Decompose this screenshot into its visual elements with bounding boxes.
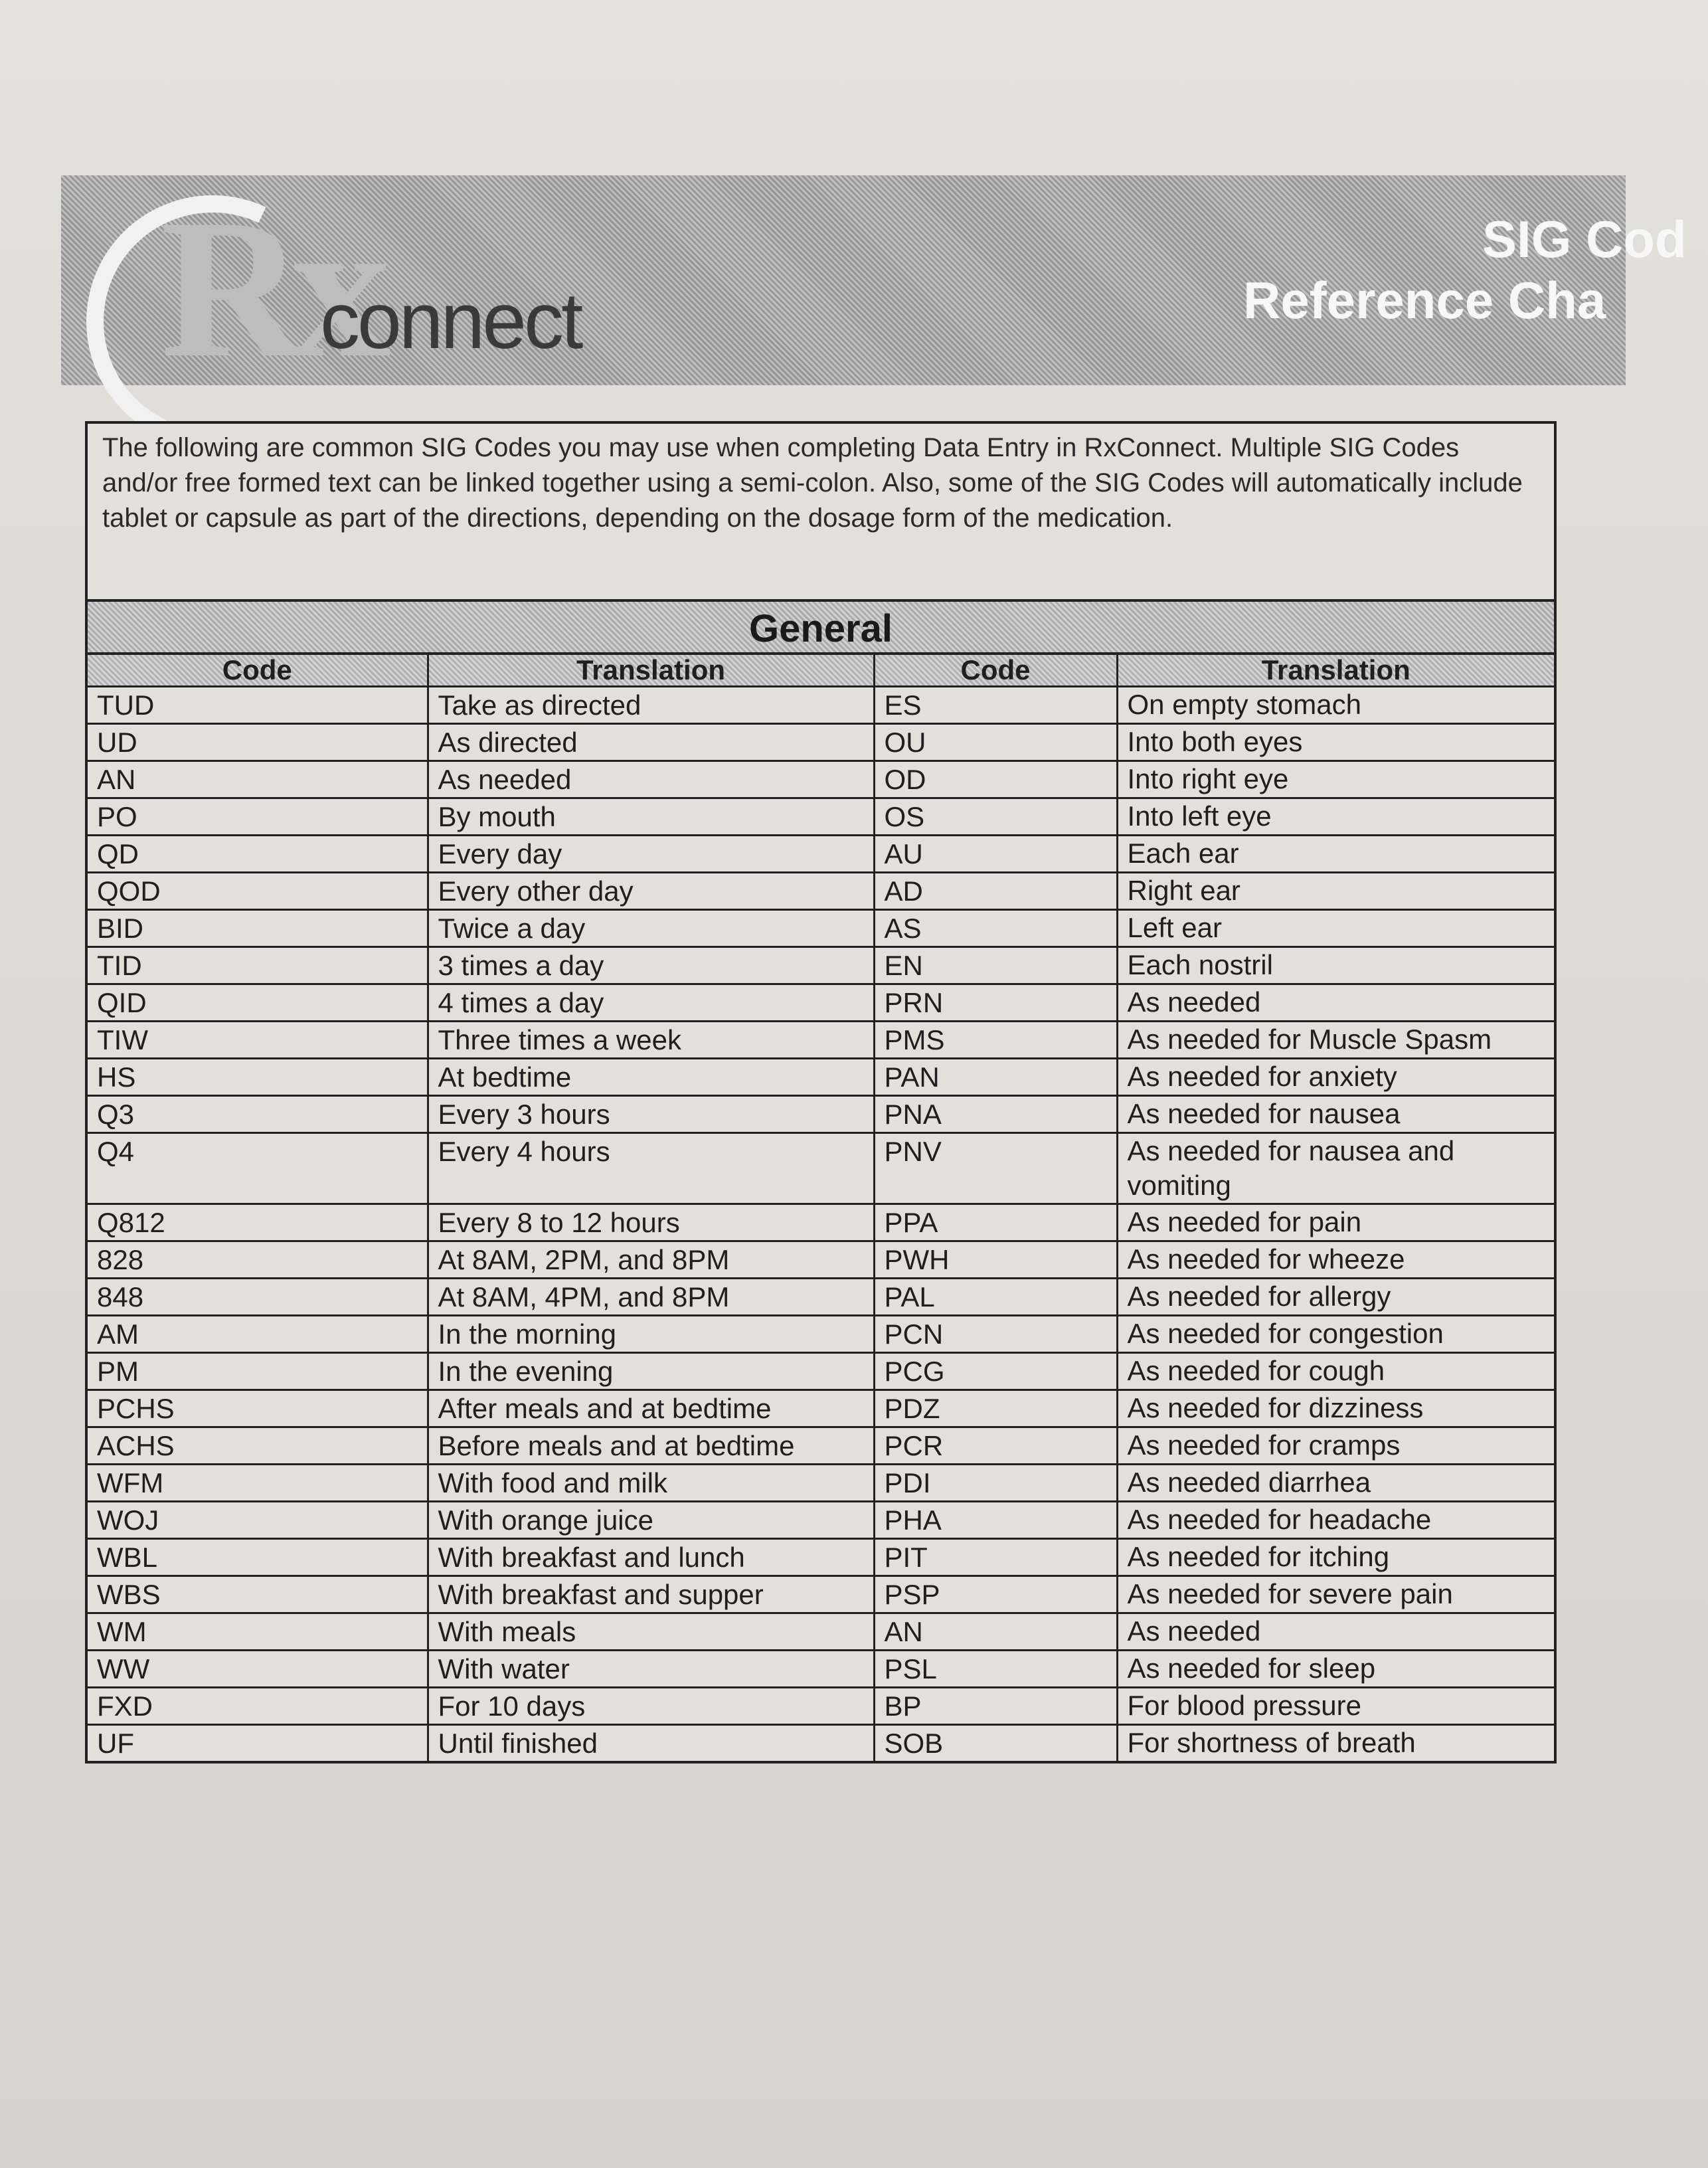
sig-code-document [85,421,1557,1763]
code-cell: Q812 [88,1204,428,1241]
table-row [88,1502,1554,1539]
translation-cell: Every 3 hours [428,1096,874,1133]
code-cell: AD [874,873,1117,910]
translation-cell: Each ear [1117,836,1554,873]
table-row [88,1022,1554,1059]
code-cell: PCG [874,1353,1117,1390]
translation-cell: As needed for cramps [1117,1427,1554,1465]
code-cell: QID [88,984,428,1022]
code-cell: QOD [88,873,428,910]
table-row [88,1204,1554,1241]
table-row [88,836,1554,873]
code-cell: PNV [874,1133,1117,1204]
translation-cell: As needed for severe pain [1117,1576,1554,1613]
code-cell: PO [88,798,428,836]
code-cell: AN [874,1613,1117,1651]
table-row [88,798,1554,836]
translation-cell: As needed [1117,984,1554,1022]
intro-text: The following are common SIG Codes you may use when completing Data Entry in RxConnect. Multiple SIG Codes and/or free formed text can be linked together using a semi-colon. Also, some of the SIG Codes will automatically include tablet or capsule as part of the directions, depending on the dosage form of the medication. [88,424,1554,602]
translation-cell: After meals and at bedtime [428,1390,874,1427]
table-row [88,1465,1554,1502]
translation-cell: Every day [428,836,874,873]
sig-code-table [88,655,1554,1761]
table-row [88,984,1554,1022]
code-cell: PSL [874,1651,1117,1688]
table-row [88,910,1554,947]
code-cell: TUD [88,687,428,724]
translation-cell: Until finished [428,1725,874,1762]
translation-cell: Twice a day [428,910,874,947]
table-row [88,761,1554,798]
translation-cell: As needed for nausea [1117,1096,1554,1133]
column-header-translation-1: Translation [428,655,874,687]
code-cell: SOB [874,1725,1117,1762]
table-row [88,1651,1554,1688]
code-cell: PCN [874,1316,1117,1353]
table-row [88,1059,1554,1096]
table-row [88,1688,1554,1725]
code-cell: PSP [874,1576,1117,1613]
code-cell: WW [88,1651,428,1688]
translation-cell: Into right eye [1117,761,1554,798]
translation-cell: As directed [428,724,874,761]
code-cell: Q3 [88,1096,428,1133]
code-cell: PAL [874,1279,1117,1316]
table-row [88,1576,1554,1613]
code-cell: ES [874,687,1117,724]
translation-cell: At bedtime [428,1059,874,1096]
translation-cell: With meals [428,1613,874,1651]
code-cell: AN [88,761,428,798]
code-cell: EN [874,947,1117,984]
translation-cell: Right ear [1117,873,1554,910]
translation-cell: Every 8 to 12 hours [428,1204,874,1241]
translation-cell: In the morning [428,1316,874,1353]
table-row [88,873,1554,910]
translation-cell: In the evening [428,1353,874,1390]
code-cell: WFM [88,1465,428,1502]
translation-cell: For shortness of breath [1117,1725,1554,1762]
code-cell: AU [874,836,1117,873]
translation-cell: As needed [1117,1613,1554,1651]
column-header-code-1: Code [88,655,428,687]
code-cell: WBL [88,1539,428,1576]
translation-cell: As needed diarrhea [1117,1465,1554,1502]
table-row [88,947,1554,984]
banner-title-line1: SIG Cod [1482,210,1687,268]
translation-cell: 4 times a day [428,984,874,1022]
translation-cell: For blood pressure [1117,1688,1554,1725]
table-row [88,1133,1554,1204]
code-cell: QD [88,836,428,873]
table-row [88,1613,1554,1651]
translation-cell: As needed for headache [1117,1502,1554,1539]
translation-cell: By mouth [428,798,874,836]
translation-cell: As needed [428,761,874,798]
translation-cell: As needed for nausea and vomiting [1117,1133,1554,1204]
translation-cell: Before meals and at bedtime [428,1427,874,1465]
table-row [88,1390,1554,1427]
translation-cell: At 8AM, 4PM, and 8PM [428,1279,874,1316]
code-cell: PRN [874,984,1117,1022]
translation-cell: Each nostril [1117,947,1554,984]
code-cell: WOJ [88,1502,428,1539]
table-row [88,1096,1554,1133]
code-cell: AS [874,910,1117,947]
code-cell: TIW [88,1022,428,1059]
code-cell: PIT [874,1539,1117,1576]
translation-cell: With food and milk [428,1465,874,1502]
table-row [88,1316,1554,1353]
translation-cell: At 8AM, 2PM, and 8PM [428,1241,874,1279]
code-cell: HS [88,1059,428,1096]
translation-cell: As needed for anxiety [1117,1059,1554,1096]
table-row [88,1427,1554,1465]
code-cell: PHA [874,1502,1117,1539]
translation-cell: As needed for itching [1117,1539,1554,1576]
code-cell: PNA [874,1096,1117,1133]
translation-cell: Every 4 hours [428,1133,874,1204]
translation-cell: As needed for wheeze [1117,1241,1554,1279]
code-cell: PDI [874,1465,1117,1502]
code-cell: BID [88,910,428,947]
banner-title [1243,209,1708,331]
code-cell: UF [88,1725,428,1762]
code-cell: PDZ [874,1390,1117,1427]
logo-rx: Rx [161,178,378,399]
code-cell: PCR [874,1427,1117,1465]
table-row [88,1279,1554,1316]
code-cell: OD [874,761,1117,798]
code-cell: UD [88,724,428,761]
translation-cell: With orange juice [428,1502,874,1539]
translation-cell: As needed for congestion [1117,1316,1554,1353]
code-cell: 848 [88,1279,428,1316]
table-row [88,1725,1554,1762]
code-cell: WM [88,1613,428,1651]
code-cell: PMS [874,1022,1117,1059]
code-cell: Q4 [88,1133,428,1204]
translation-cell: On empty stomach [1117,687,1554,724]
translation-cell: As needed for dizziness [1117,1390,1554,1427]
translation-cell: Left ear [1117,910,1554,947]
translation-cell: With water [428,1651,874,1688]
translation-cell: Three times a week [428,1022,874,1059]
translation-cell: As needed for Muscle Spasm [1117,1022,1554,1059]
translation-cell: With breakfast and supper [428,1576,874,1613]
code-cell: 828 [88,1241,428,1279]
code-cell: FXD [88,1688,428,1725]
logo-connect: connect [320,276,581,365]
translation-cell: Into both eyes [1117,724,1554,761]
table-row [88,724,1554,761]
translation-cell: For 10 days [428,1688,874,1725]
banner-title-line2: Reference Cha [1243,271,1606,329]
table-row [88,1241,1554,1279]
header-banner [61,175,1687,399]
code-cell: OS [874,798,1117,836]
code-cell: WBS [88,1576,428,1613]
code-cell: PWH [874,1241,1117,1279]
table-row [88,1539,1554,1576]
translation-cell: Into left eye [1117,798,1554,836]
translation-cell: Take as directed [428,687,874,724]
code-cell: BP [874,1688,1117,1725]
code-cell: PCHS [88,1390,428,1427]
translation-cell: As needed for sleep [1117,1651,1554,1688]
code-cell: OU [874,724,1117,761]
code-cell: ACHS [88,1427,428,1465]
column-header-translation-2: Translation [1117,655,1554,687]
translation-cell: As needed for cough [1117,1353,1554,1390]
translation-cell: As needed for allergy [1117,1279,1554,1316]
section-title: General [88,602,1554,655]
translation-cell: 3 times a day [428,947,874,984]
code-cell: AM [88,1316,428,1353]
table-row [88,687,1554,724]
table-row [88,1353,1554,1390]
code-cell: PPA [874,1204,1117,1241]
translation-cell: With breakfast and lunch [428,1539,874,1576]
table-header-row [88,655,1554,687]
column-header-code-2: Code [874,655,1117,687]
code-cell: PAN [874,1059,1117,1096]
translation-cell: As needed for pain [1117,1204,1554,1241]
translation-cell: Every other day [428,873,874,910]
code-cell: TID [88,947,428,984]
code-cell: PM [88,1353,428,1390]
